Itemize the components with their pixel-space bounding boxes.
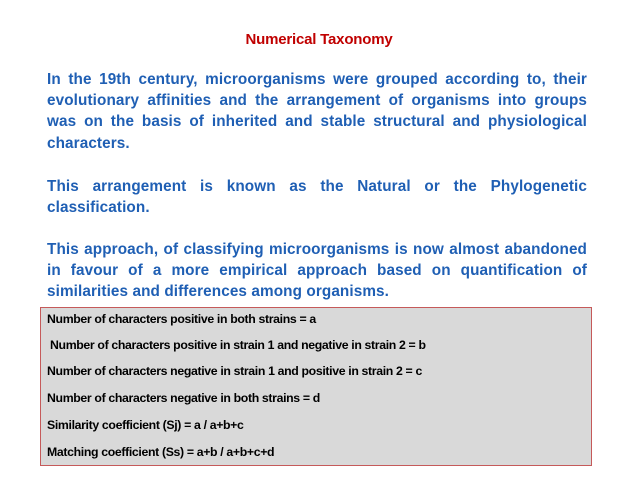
paragraph-natural-classification: This arrangement is known as the Natural or the Phylogenetic classification. [47,178,587,217]
similarity-coefficient: Similarity coefficient (Sj) = a / a+b+c [47,418,244,432]
paragraph-historical-grouping: In the 19th century, microorganisms were grouped according to, their evolutionary affinities and the arrangement of organisms into groups was on the basis of inherited and stable structural and physiological characters. [47,71,587,152]
definition-b: Number of characters positive in strain 1 and negative in strain 2 = b [50,338,426,352]
definition-c: Number of characters negative in strain 1 and positive in strain 2 = c [47,364,422,378]
definition-a: Number of characters positive in both strains = a [47,312,316,326]
matching-coefficient: Matching coefficient (Ss) = a+b / a+b+c+d [47,445,275,459]
definitions-box [40,307,592,466]
slide-title: Numerical Taxonomy [245,31,393,48]
definition-d: Number of characters negative in both strains = d [47,391,320,405]
paragraph-empirical-approach: This approach, of classifying microorganisms is now almost abandoned in favour of a more empirical approach based on quantification of similarities and differences among organisms. [47,241,587,301]
